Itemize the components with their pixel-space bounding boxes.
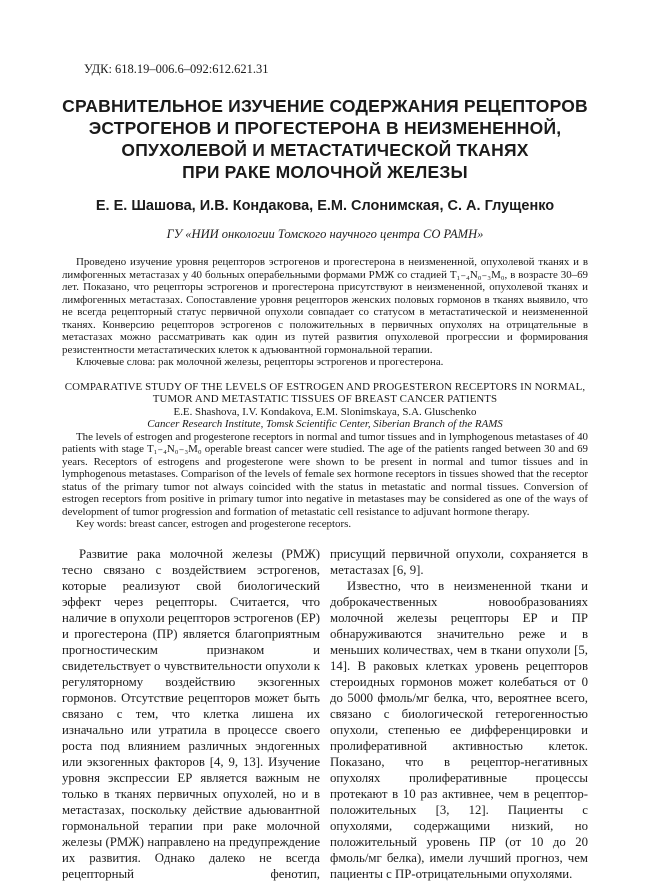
body-paragraph-right-continuation: присущий первичной опухоли, сохраняется в метастазах [6, 9]. (330, 546, 588, 577)
left-column (62, 546, 320, 882)
body-columns (62, 546, 588, 882)
authors-en: E.E. Shashova, I.V. Kondakova, E.M. Slonimskaya, S.A. Gluschenko (173, 405, 477, 418)
abstract-ru: Проведено изучение уровня рецепторов эстрогенов и прогестерона в неизмененной, опухолевой тканях и в лимфогенных метастазах у 40 больных операбельными формами РМЖ со стадией T₁₋₄N₀₋₃M₀, в возрасте 30–69 лет. Показано, что рецепторы эстрогенов и прогестерона присутствуют в неизмененной, опухолевой тканях и лимфогенных метастазах. Сопоставление уровня рецепторов женских половых гормонов в тканях выявило, что не всегда рецепторный статус первичной опухоли совпадает со статусом в метастатической и неизмененной тканях. Конверсию рецепторов эстрогенов с положительных в первичных опухолях на отрицательные в метастазах можно рассматривать как один из путей развития опухолевой прогрессии и формирования резистентности метастатических клеток к адъювантной гормональной терапии. (62, 256, 588, 356)
abstract-en: The levels of estrogen and progesterone receptors in normal and tumor tissues and in lymphogenous metastases of 40 patients with stage T₁₋₄N₀₋₃M₀ operable breast cancer were studied. The age of the patients ranged between 30 and 69 years. Receptors of estrogens and progesterone were shown to be present in normal and tumor tissues and in lymphogenous metastases. Comparison of the levels of female sex hormone receptors in tissues showed that the receptor status of the primary tumor not always coincided with the status in metastatic and normal tissues. Conversion of estrogen receptors from positive in primary tumor into negative in metastases may be considered as one of the ways of development of tumor progression and formation of metastatic cell resistance to adjuvant hormone therapy. (62, 430, 588, 518)
affiliation-ru: ГУ «НИИ онкологии Томского научного центра СО РАМН» (166, 227, 484, 241)
affiliation-en: Cancer Research Institute, Tomsk Scientific Center, Siberian Branch of the RAMS (147, 418, 503, 431)
title-ru-line-3: ОПУХОЛЕВОЙ И МЕТАСТАТИЧЕСКОЙ ТКАНЯХ (121, 140, 529, 160)
keywords-en: Key words: breast cancer, estrogen and progesterone receptors. (76, 518, 352, 531)
article-title-en-line-1: COMPARATIVE STUDY OF THE LEVELS OF ESTROGEN AND PROGESTERON RECEPTORS IN NORMAL, (64, 380, 586, 393)
title-ru-line-1: СРАВНИТЕЛЬНОЕ ИЗУЧЕНИЕ СОДЕРЖАНИЯ РЕЦЕПТОРОВ (62, 96, 588, 116)
english-header (62, 381, 588, 431)
title-ru-line-4: ПРИ РАКЕ МОЛОЧНОЙ ЖЕЛЕЗЫ (182, 162, 468, 182)
article-title-ru (62, 95, 588, 183)
article-title-en-line-2: TUMOR AND METASTATIC TISSUES OF BREAST CANCER PATIENTS (152, 393, 498, 406)
keywords-ru: Ключевые слова: рак молочной железы, рецепторы эстрогенов и прогестерона. (76, 356, 444, 368)
right-column (330, 546, 588, 882)
body-paragraph-left: Развитие рака молочной железы (РМЖ) тесно связано с воздействием эстрогенов, которые реализуют свой биологический эффект через рецепторы. Считается, что наличие в опухоли рецепторов эстрогенов (ЕР) и прогестерона (ПР) является благоприятным прогностическим признаком и свидетельствует о чувствительности опухоли к регуляторному воздействию экзогенных гормонов. Отсутствие рецепторов может быть связано с тем, что клетка лишена их изначально или утратила в процессе своего роста под влиянием различных эндогенных или экзогенных факторов [4, 9, 13]. Изучение уровня экспрессии ЕР является важным не только в тканях первичных опухолей, но и в метастазах, поскольку действие адьювантной гормональной терапии при раке молочной железы (РМЖ) направлено на предупреждение их развития. Однако далеко не всегда рецепторный фенотип, (62, 546, 320, 881)
authors-ru: Е. Е. Шашова, И.В. Кондакова, Е.М. Слонимская, С. А. Глущенко (95, 198, 555, 214)
body-paragraph-right: Известно, что в неизмененной ткани и доброкачественных новообразованиях молочной железы рецепторы ЕР и ПР обнаруживаются значительно реже и в меньших количествах, чем в ткани опухоли [5, 14]. В раковых клетках уровень рецепторов стероидных гормонов может колебаться от 0 до 5000 фмоль/мг белка, что, вероятнее всего, связано с биологической гетерогенностью опухоли, степенью ее дифференцировки и пролиферативной активностью клеток. Показано, что в рецептор-негативных опухолях пролиферативные процессы протекают в 10 раз активнее, чем в рецептор-положительных [3, 12]. Пациенты с опухолями, содержащими низкий, но положительный уровень ПР (от 10 до 20 фмоль/мг белка), имели лучший прогноз, чем пациенты с ПР-отрицательными опухолями. (330, 578, 588, 881)
udk-code: УДК: 618.19–006.6–092:612.621.31 (84, 62, 269, 76)
title-ru-line-2: ЭСТРОГЕНОВ И ПРОГЕСТЕРОНА В НЕИЗМЕНЕННОЙ, (88, 118, 562, 138)
